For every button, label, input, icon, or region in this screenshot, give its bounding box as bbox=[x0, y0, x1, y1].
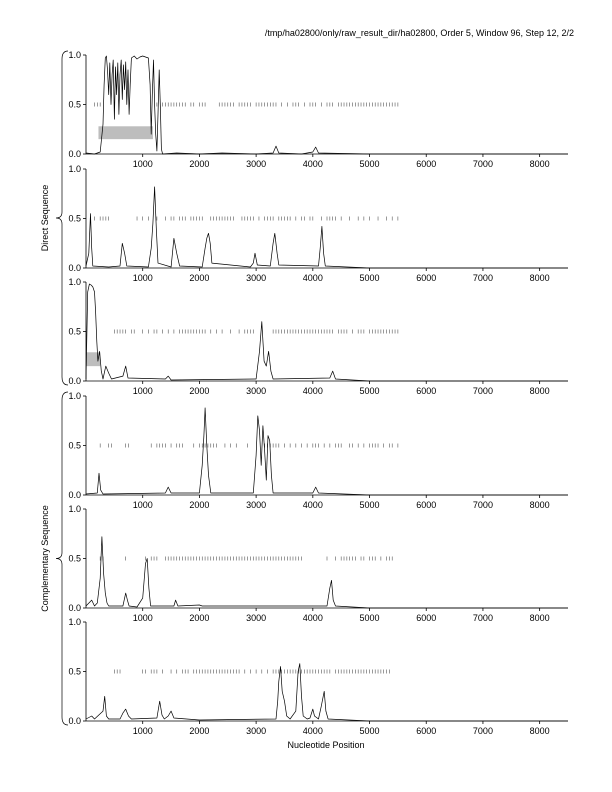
x-tick-label: 2000 bbox=[189, 386, 210, 396]
x-tick-label: 2000 bbox=[189, 159, 210, 169]
x-tick-label: 6000 bbox=[416, 159, 437, 169]
group-brace bbox=[56, 51, 68, 385]
y-tick-label: 0.5 bbox=[68, 213, 81, 224]
x-tick-label: 4000 bbox=[302, 386, 323, 396]
x-tick-label: 2000 bbox=[189, 726, 210, 736]
x-tick-label: 1000 bbox=[132, 613, 153, 623]
x-tick-label: 5000 bbox=[359, 273, 380, 283]
x-tick-label: 8000 bbox=[529, 159, 550, 169]
x-tick-label: 1000 bbox=[132, 726, 153, 736]
x-tick-label: 7000 bbox=[472, 613, 493, 623]
series-line bbox=[86, 187, 568, 268]
x-tick-label: 4000 bbox=[302, 726, 323, 736]
panel-1 bbox=[68, 50, 568, 169]
page-title: /tmp/ha02800/only/raw_result_dir/ha02800, Order 5, Window 96, Step 12, 2/2 bbox=[264, 28, 574, 38]
x-tick-label: 7000 bbox=[472, 159, 493, 169]
panel-6 bbox=[68, 617, 568, 736]
x-tick-label: 4000 bbox=[302, 500, 323, 510]
x-tick-label: 1000 bbox=[132, 159, 153, 169]
x-axis-label: Nucleotide Position bbox=[287, 740, 365, 750]
x-tick-label: 8000 bbox=[529, 500, 550, 510]
panels bbox=[68, 50, 568, 736]
y-tick-label: 1.0 bbox=[68, 391, 81, 401]
panel-2 bbox=[68, 164, 568, 283]
x-tick-label: 3000 bbox=[246, 273, 267, 283]
x-tick-label: 5000 bbox=[359, 159, 380, 169]
y-tick-label: 0.5 bbox=[68, 666, 81, 677]
group-label: Complementary Sequence bbox=[40, 505, 50, 612]
y-tick-label: 0.0 bbox=[68, 490, 81, 500]
x-tick-label: 3000 bbox=[246, 386, 267, 396]
group-labels bbox=[40, 51, 68, 725]
y-tick-label: 0.5 bbox=[68, 99, 81, 110]
group-label: Direct Sequence bbox=[40, 184, 50, 252]
x-tick-label: 7000 bbox=[472, 500, 493, 510]
y-tick-label: 0.0 bbox=[68, 716, 81, 726]
x-tick-label: 3000 bbox=[246, 159, 267, 169]
x-tick-label: 7000 bbox=[472, 726, 493, 736]
x-tick-label: 4000 bbox=[302, 159, 323, 169]
x-tick-label: 4000 bbox=[302, 273, 323, 283]
x-tick-label: 3000 bbox=[246, 726, 267, 736]
series-line bbox=[86, 408, 568, 495]
x-tick-label: 2000 bbox=[189, 613, 210, 623]
x-tick-label: 8000 bbox=[529, 273, 550, 283]
x-tick-label: 5000 bbox=[359, 726, 380, 736]
y-tick-label: 0.0 bbox=[68, 376, 81, 386]
x-tick-label: 8000 bbox=[529, 386, 550, 396]
y-tick-label: 1.0 bbox=[68, 50, 81, 60]
y-tick-label: 0.5 bbox=[68, 553, 81, 564]
series-line bbox=[86, 537, 568, 608]
y-tick-label: 0.0 bbox=[68, 603, 81, 613]
x-tick-label: 2000 bbox=[189, 273, 210, 283]
y-tick-label: 0.5 bbox=[68, 326, 81, 337]
y-tick-label: 1.0 bbox=[68, 277, 81, 287]
x-tick-label: 2000 bbox=[189, 500, 210, 510]
x-tick-label: 6000 bbox=[416, 273, 437, 283]
x-tick-label: 8000 bbox=[529, 726, 550, 736]
y-tick-label: 0.0 bbox=[68, 149, 81, 159]
x-tick-label: 3000 bbox=[246, 613, 267, 623]
x-tick-label: 5000 bbox=[359, 500, 380, 510]
y-tick-label: 0.0 bbox=[68, 263, 81, 273]
panel-5 bbox=[68, 504, 568, 623]
group-brace bbox=[56, 392, 68, 725]
panel-3 bbox=[68, 277, 568, 396]
x-tick-label: 6000 bbox=[416, 386, 437, 396]
x-tick-label: 1000 bbox=[132, 386, 153, 396]
y-tick-label: 1.0 bbox=[68, 504, 81, 514]
x-tick-label: 4000 bbox=[302, 613, 323, 623]
y-tick-label: 1.0 bbox=[68, 617, 81, 627]
x-tick-label: 1000 bbox=[132, 273, 153, 283]
group-1 bbox=[40, 51, 68, 385]
x-tick-label: 6000 bbox=[416, 726, 437, 736]
x-tick-label: 6000 bbox=[416, 500, 437, 510]
x-tick-label: 5000 bbox=[359, 386, 380, 396]
x-tick-label: 7000 bbox=[472, 386, 493, 396]
x-tick-label: 6000 bbox=[416, 613, 437, 623]
y-tick-label: 1.0 bbox=[68, 164, 81, 174]
x-tick-label: 7000 bbox=[472, 273, 493, 283]
x-tick-label: 5000 bbox=[359, 613, 380, 623]
group-2 bbox=[40, 392, 68, 725]
highlight-region bbox=[98, 126, 152, 139]
panel-4 bbox=[68, 391, 568, 510]
y-tick-label: 0.5 bbox=[68, 440, 81, 451]
x-tick-label: 3000 bbox=[246, 500, 267, 510]
x-tick-label: 1000 bbox=[132, 500, 153, 510]
x-tick-label: 8000 bbox=[529, 613, 550, 623]
